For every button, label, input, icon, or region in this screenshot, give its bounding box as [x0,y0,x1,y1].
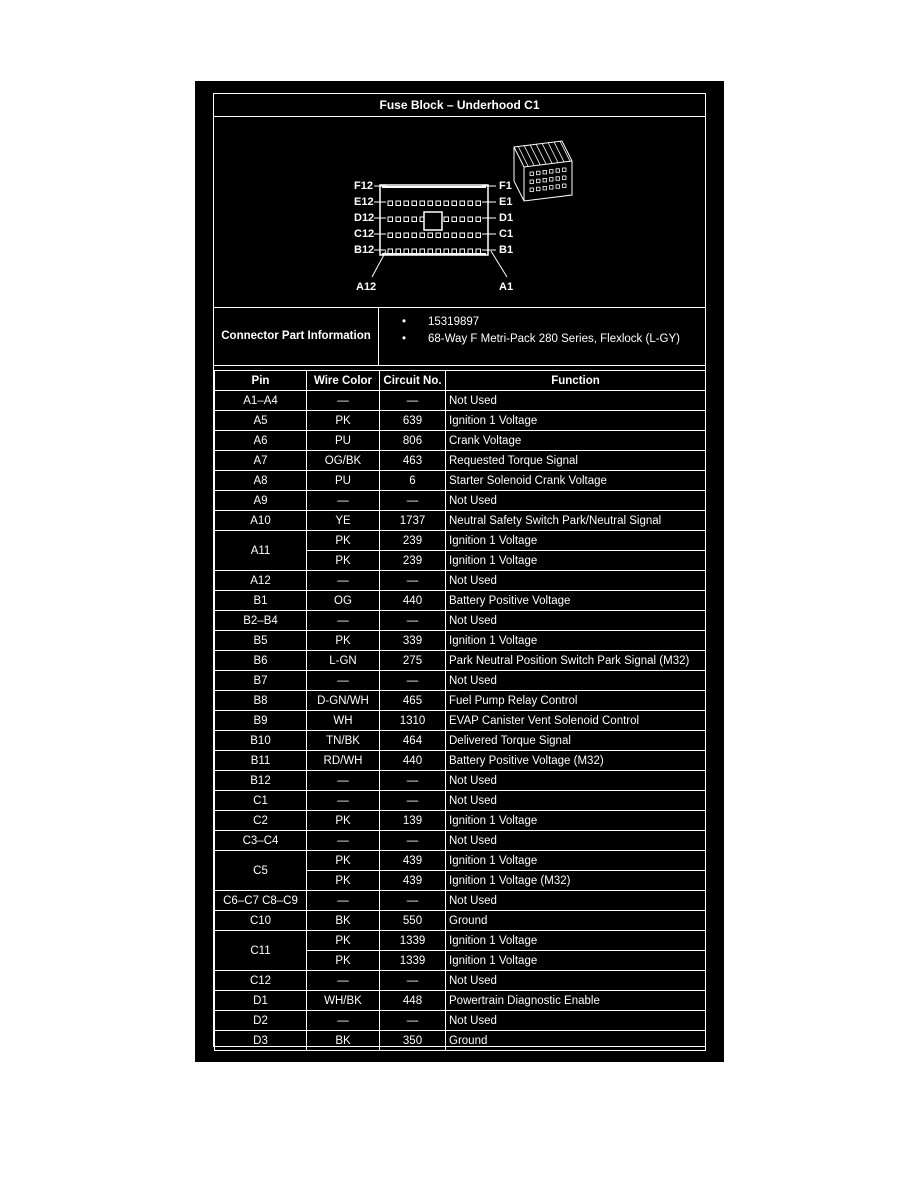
function-cell: Not Used [446,1011,706,1031]
table-row [215,591,706,611]
function-cell: Ground [446,911,706,931]
label-b1: B1 [499,244,514,256]
wire-color-cell: PK [307,631,380,651]
wire-color-cell: PK [307,551,380,571]
label-e1: E1 [499,196,513,208]
table-row [215,651,706,671]
connector-3d-cavity [550,178,554,182]
table-row [215,831,706,851]
function-cell: Ignition 1 Voltage [446,551,706,571]
circuit-cell: — [380,831,446,851]
connector-3d-cavity [556,177,560,181]
table-row [215,991,706,1011]
page-title: Fuse Block – Underhood C1 [214,94,705,117]
circuit-cell: 6 [380,471,446,491]
connector-3d-cavity [530,180,534,184]
connector-3d-ridge [554,142,564,162]
wire-color-cell: BK [307,911,380,931]
wire-color-cell: PK [307,851,380,871]
pin-cavity [412,217,417,222]
wire-color-cell: — [307,891,380,911]
circuit-cell: — [380,771,446,791]
pin-cavity [388,233,393,238]
wire-color-cell: — [307,1011,380,1031]
function-cell: Not Used [446,491,706,511]
function-cell: Ground [446,1031,706,1051]
wire-color-cell: — [307,571,380,591]
part-info-list [402,314,680,348]
pin-cell: C12 [215,971,307,991]
connector-3d-cavity [556,169,560,173]
pin-cavity [420,201,425,206]
document-page [195,81,724,1062]
function-cell: Crank Voltage [446,431,706,451]
circuit-cell: — [380,391,446,411]
wire-color-cell: TN/BK [307,731,380,751]
pin-cell: A6 [215,431,307,451]
table-row [215,411,706,431]
wire-color-cell: L-GN [307,651,380,671]
pin-cavity [476,233,481,238]
connector-3d-cavity [556,185,560,189]
part-info-item: • 68-Way F Metri-Pack 280 Series, Flexlock (L-GY) [402,331,680,348]
pin-cavity [460,217,465,222]
header-pin: Pin [215,371,307,391]
function-cell: Ignition 1 Voltage [446,531,706,551]
wire-color-cell: D-GN/WH [307,691,380,711]
wire-color-cell: OG/BK [307,451,380,471]
circuit-cell: 275 [380,651,446,671]
function-cell: Requested Torque Signal [446,451,706,471]
label-c1: C1 [499,228,514,240]
header-wire-color: Wire Color [307,371,380,391]
wire-color-cell: PK [307,931,380,951]
pin-cavity [404,201,409,206]
connector-3d-cavity [563,184,567,188]
pin-cavity [420,233,425,238]
label-b12: B12 [354,244,375,256]
pin-cell: B5 [215,631,307,651]
table-row [215,491,706,511]
table-row [215,611,706,631]
pin-cell: C10 [215,911,307,931]
pin-cavity [396,233,401,238]
connector-3d-ridge [542,143,552,163]
label-a12: A12 [356,281,377,293]
circuit-cell: 465 [380,691,446,711]
wire-color-cell: PK [307,411,380,431]
pin-cell: C6–C7 C8–C9 [215,891,307,911]
wire-color-cell: WH/BK [307,991,380,1011]
wire-color-cell: PU [307,471,380,491]
label-a1: A1 [499,281,514,293]
pin-cavity [468,249,473,254]
pin-cavity [468,233,473,238]
circuit-cell: 139 [380,811,446,831]
pin-cavity [436,249,441,254]
function-cell: Starter Solenoid Crank Voltage [446,471,706,491]
wire-color-cell: OG [307,591,380,611]
connector-3d-cavity [543,170,547,174]
circuit-cell: 463 [380,451,446,471]
function-cell: Not Used [446,971,706,991]
connector-3d-ridge [518,146,528,166]
pin-cavity [412,233,417,238]
pin-cell: A7 [215,451,307,471]
wire-color-cell: PK [307,871,380,891]
wire-color-cell: PK [307,951,380,971]
circuit-cell: — [380,1011,446,1031]
table-row [215,571,706,591]
function-cell: Not Used [446,391,706,411]
label-c12: C12 [354,228,375,240]
connector-3d-cavity [563,176,567,180]
function-cell: Powertrain Diagnostic Enable [446,991,706,1011]
label-d12: D12 [354,212,375,224]
function-cell: Ignition 1 Voltage [446,931,706,951]
header-circuit-no: Circuit No. [380,371,446,391]
pin-cell: C5 [215,851,307,891]
pin-table [214,370,706,1051]
function-cell: Ignition 1 Voltage [446,951,706,971]
pin-cell: D2 [215,1011,307,1031]
connector-3d-ridge [548,143,558,163]
wire-color-cell: YE [307,511,380,531]
pin-cavity [388,217,393,222]
pin-cavity [460,249,465,254]
label-f12: F12 [354,180,373,192]
table-row [215,771,706,791]
table-row [215,531,706,551]
table-row [215,391,706,411]
pin-cavity [404,217,409,222]
function-cell: Not Used [446,671,706,691]
table-row [215,891,706,911]
table-row [215,471,706,491]
connector-3d-cavity [543,186,547,190]
table-row [215,1011,706,1031]
connector-3d-cavity [537,179,541,183]
pin-cavity [452,249,457,254]
label-d1: D1 [499,212,514,224]
wire-color-cell: — [307,771,380,791]
circuit-cell: 464 [380,731,446,751]
circuit-cell: 439 [380,871,446,891]
pin-cavity [428,233,433,238]
table-row [215,711,706,731]
function-cell: Not Used [446,571,706,591]
pin-cavity [452,217,457,222]
pin-cavity [468,201,473,206]
pin-cell: B2–B4 [215,611,307,631]
connector-3d-cavity [543,178,547,182]
pin-cell: B12 [215,771,307,791]
pin-cavity [436,233,441,238]
table-row [215,631,706,651]
connector-3d-ridge [530,145,540,165]
circuit-cell: 448 [380,991,446,1011]
wire-color-cell: WH [307,711,380,731]
connector-3d-cavity [537,171,541,175]
pin-cell: A10 [215,511,307,531]
circuit-cell: 1737 [380,511,446,531]
function-cell: Fuel Pump Relay Control [446,691,706,711]
wire-color-cell: PU [307,431,380,451]
wire-color-cell: BK [307,1031,380,1051]
connector-3d-cavity [550,186,554,190]
pin-cell: A11 [215,531,307,571]
pin-cell: B9 [215,711,307,731]
table-row [215,811,706,831]
pin-table-header [215,371,706,391]
circuit-cell: 439 [380,851,446,871]
pin-cavity [436,201,441,206]
table-row [215,791,706,811]
circuit-cell: 239 [380,531,446,551]
circuit-cell: 239 [380,551,446,571]
circuit-cell: 440 [380,591,446,611]
pin-cavity [388,249,393,254]
pin-cell: D1 [215,991,307,1011]
table-row [215,431,706,451]
label-e12: E12 [354,196,374,208]
wire-color-cell: — [307,791,380,811]
pin-cell: A5 [215,411,307,431]
function-cell: Neutral Safety Switch Park/Neutral Signal [446,511,706,531]
circuit-cell: 550 [380,911,446,931]
table-row [215,1031,706,1051]
part-info-item: • 15319897 [402,314,680,331]
function-cell: Not Used [446,891,706,911]
pin-cell: B7 [215,671,307,691]
table-row [215,731,706,751]
pin-cavity [468,217,473,222]
circuit-cell: — [380,571,446,591]
wire-color-cell: PK [307,811,380,831]
wire-color-cell: PK [307,531,380,551]
function-cell: Battery Positive Voltage [446,591,706,611]
pin-cell: A12 [215,571,307,591]
pin-table-body [215,391,706,1051]
table-row [215,851,706,871]
circuit-cell: 639 [380,411,446,431]
circuit-cell: 440 [380,751,446,771]
pin-cavity [476,201,481,206]
connector-part-information [214,308,705,366]
pin-cell: B8 [215,691,307,711]
pin-cavity [396,201,401,206]
pin-cavity [460,201,465,206]
function-cell: Delivered Torque Signal [446,731,706,751]
function-cell: Not Used [446,771,706,791]
pin-cell: B11 [215,751,307,771]
pin-cavity [404,249,409,254]
function-cell: EVAP Canister Vent Solenoid Control [446,711,706,731]
pin-cavity [396,217,401,222]
pin-cell: A8 [215,471,307,491]
pin-cavity [412,249,417,254]
circuit-cell: 1339 [380,931,446,951]
wire-color-cell: RD/WH [307,751,380,771]
pin-cavity [396,249,401,254]
connector-3d-cavity [563,168,567,172]
pin-cell: B6 [215,651,307,671]
pin-cavity [412,201,417,206]
pin-cavity [388,201,393,206]
connector-table-frame [213,93,706,1047]
pin-cavity [444,233,449,238]
connector-3d-ridge [560,141,570,161]
table-row [215,931,706,951]
wire-color-cell: — [307,391,380,411]
pin-cell: A9 [215,491,307,511]
connector-diagram [214,117,705,308]
pin-cell: C3–C4 [215,831,307,851]
table-row [215,691,706,711]
table-row [215,511,706,531]
function-cell: Ignition 1 Voltage [446,811,706,831]
wire-color-cell: — [307,611,380,631]
connector-3d-ridge [536,144,546,164]
pin-cavity [460,233,465,238]
circuit-cell: 1339 [380,951,446,971]
connector-3d-cavity [530,188,534,192]
label-f1: F1 [499,180,512,192]
header-function: Function [446,371,706,391]
connector-3d-cavity [550,170,554,174]
connector-3d-cavity [530,172,534,176]
function-cell: Not Used [446,791,706,811]
table-row [215,971,706,991]
circuit-cell: — [380,611,446,631]
function-cell: Park Neutral Position Switch Park Signal (M32) [446,651,706,671]
function-cell: Ignition 1 Voltage (M32) [446,871,706,891]
function-cell: Ignition 1 Voltage [446,631,706,651]
wire-color-cell: — [307,671,380,691]
connector-face-drawing [214,117,705,307]
function-cell: Ignition 1 Voltage [446,851,706,871]
pin-cavity [444,201,449,206]
pin-cell: D3 [215,1031,307,1051]
pin-cavity [476,217,481,222]
function-cell: Not Used [446,831,706,851]
circuit-cell: — [380,671,446,691]
pin-cavity [444,249,449,254]
circuit-cell: — [380,891,446,911]
connector-3d-cavity [537,187,541,191]
circuit-cell: 339 [380,631,446,651]
wire-color-cell: — [307,831,380,851]
wire-color-cell: — [307,491,380,511]
table-row [215,911,706,931]
connector-3d-ridge [524,145,534,165]
pin-cavity [476,249,481,254]
pin-cell: A1–A4 [215,391,307,411]
pin-cavity [404,233,409,238]
center-lock [424,212,442,230]
pin-cell: C2 [215,811,307,831]
pin-cavity [420,249,425,254]
pin-cavity [452,201,457,206]
circuit-cell: 1310 [380,711,446,731]
function-cell: Battery Positive Voltage (M32) [446,751,706,771]
function-cell: Not Used [446,611,706,631]
pin-cavity [428,201,433,206]
circuit-cell: — [380,491,446,511]
pin-cavity [444,217,449,222]
part-info-heading: Connector Part Information [214,308,379,365]
pin-cell: C11 [215,931,307,971]
table-row [215,671,706,691]
table-row [215,451,706,471]
pin-cell: B1 [215,591,307,611]
pin-cell: C1 [215,791,307,811]
circuit-cell: 350 [380,1031,446,1051]
function-cell: Ignition 1 Voltage [446,411,706,431]
pin-cavity [452,233,457,238]
table-row [215,751,706,771]
pin-cell: B10 [215,731,307,751]
circuit-cell: 806 [380,431,446,451]
wire-color-cell: — [307,971,380,991]
circuit-cell: — [380,971,446,991]
circuit-cell: — [380,791,446,811]
pin-cavity [428,249,433,254]
